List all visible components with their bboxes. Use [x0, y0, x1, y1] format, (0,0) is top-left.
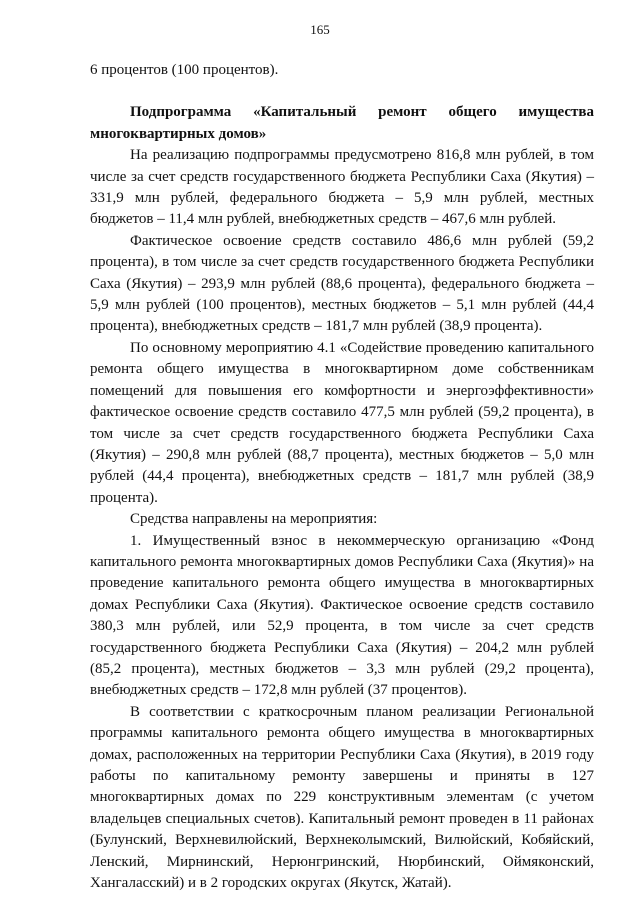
- paragraph-funds-directed: Средства направлены на мероприятия:: [130, 511, 378, 528]
- section-heading: Подпрограмма «Капитальный ремонт общего имущества многоквартирных домов»: [90, 104, 594, 142]
- document-body: [90, 60, 594, 894]
- carryover-text: 6 процентов (100 процентов).: [90, 62, 279, 78]
- paragraph-funding-planned: На реализацию подпрограммы предусмотрено 816,8 млн рублей, в том числе за счет средств государственного бюджета Республики Саха (Якутия) – 331,9 млн рублей, федерального бюджета – 5,9 млн рублей, местных бюджетов – 11,4 млн рублей, внебюджетных средств – 467,6 млн рублей.: [90, 147, 594, 228]
- paragraph-short-term-plan: В соответствии с краткосрочным планом реализации Региональной программы капитального ремонта общего имущества в многоквартирных домах, расположенных на территории Республики Саха (Якутия), в 2019 году работы по капитальному ремонту завершены и приняты в 127 многоквартирных домах по 229 конструктивным элементам (с учетом владельцев специальных счетов). Капитальный ремонт проведен в 11 районах (Булунский, Верхневилюйский, Верхнеколымский, Вилюйский, Кобяйский, Ленский, Мирнинский, Нерюнгринский, Нюрбинский, Оймяконский, Хангаласский) и в 2 городских округах (Якутск, Жатай).: [90, 703, 594, 892]
- page-number: 165: [310, 22, 330, 37]
- paragraph-funding-actual: Фактическое освоение средств составило 486,6 млн рублей (59,2 процента), в том числе за счет средств государственного бюджета Республики Саха (Якутия) – 293,9 млн рублей (88,6 процента), федерального бюджета – 5,9 млн рублей (100 процентов), местных бюджетов – 5,1 млн рублей (44,4 процента), внебюджетных средств – 181,7 млн рублей (38,9 процента).: [90, 232, 594, 335]
- paragraph-property-contribution: 1. Имущественный взнос в некоммерческую организацию «Фонд капитального ремонта многоквартирных домов Республики Саха (Якутия)» на проведение капитального ремонта общего имущества в многоквартирных домах Республики Саха (Якутия). Фактическое освоение средств составило 380,3 млн рублей, или 52,9 процента, в том числе за счет средств государственного бюджета Республики Саха (Якутия) – 204,2 млн рублей (85,2 процента), местных бюджетов – 3,3 млн рублей (29,2 процента), внебюджетных средств – 172,8 млн рублей (37 процентов).: [90, 532, 594, 699]
- paragraph-measure-4-1: По основному мероприятию 4.1 «Содействие проведению капитального ремонта общего имущества в многоквартирном доме собственникам помещений для повышения его комфортности и энергоэффективности» фактическое освоение средств составило 477,5 млн рублей (59,2 процента), в том числе за счет средств государственного бюджета Республики Саха (Якутия) – 290,8 млн рублей (88,7 процента), местных бюджетов – 5,0 млн рублей (44,4 процента), внебюджетных средств – 181,7 млн рублей (38,9 процента).: [90, 339, 594, 506]
